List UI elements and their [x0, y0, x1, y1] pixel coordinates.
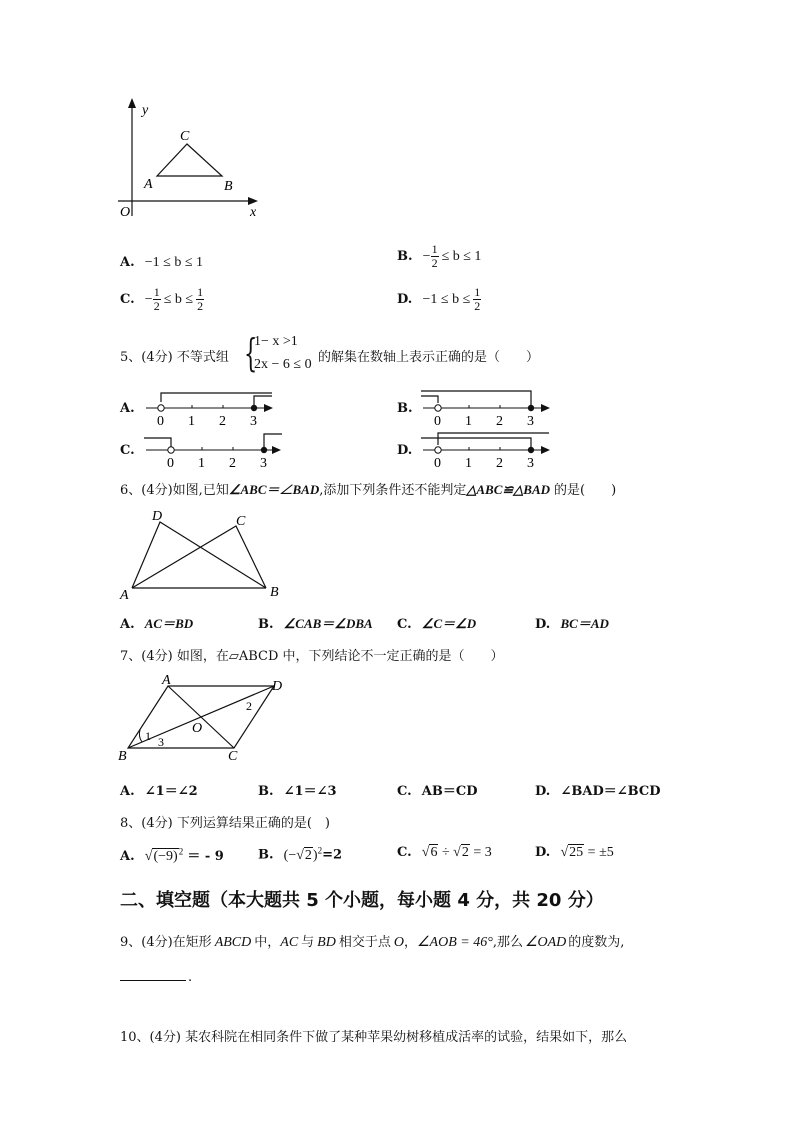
point-c-label: C [228, 749, 238, 764]
option-text: −1 ≤ b ≤ 1 [144, 255, 204, 270]
q5-number-line-b[interactable] [419, 386, 554, 428]
tick-label: 3 [527, 456, 534, 470]
option-text: ∠CAB＝∠DBA [283, 616, 373, 631]
q4-option-a[interactable] [120, 255, 203, 271]
angle-2-label: 2 [246, 699, 252, 713]
q7-stem: 7、(4分) 如图，在▱ABCD 中，下列结论不一定正确的是（ ） [120, 649, 504, 664]
segment-acb [132, 526, 266, 588]
tick-label: 2 [496, 456, 503, 470]
option-label: B. [258, 617, 274, 632]
q5-number-line-a[interactable] [142, 388, 277, 428]
option-prefix: − [144, 292, 153, 307]
closed-point [528, 447, 534, 453]
y-axis-label: y [142, 103, 149, 118]
angle-arc [139, 730, 142, 742]
solution-ray [254, 396, 272, 408]
inequality-1: 1− x >1 [254, 334, 298, 349]
x-axis-label: x [250, 205, 257, 220]
option-text: −1 ≤ b ≤ [422, 292, 471, 307]
option-result: ＝ - 9 [187, 849, 224, 864]
section-2-title: 二、填空题（本大题共 5 个小题，每小题 4 分，共 20 分） [120, 890, 604, 911]
tick-label: 0 [434, 414, 441, 428]
q8-stem: 8、(4分) 下列运算结果正确的是( ) [120, 816, 330, 831]
q4-option-b[interactable] [397, 243, 481, 270]
point-b-label: B [224, 179, 233, 194]
q9-answer-blank[interactable] [120, 980, 186, 981]
q5-option-c-label[interactable]: C. [120, 443, 135, 458]
option-label: D. [535, 617, 551, 632]
closed-point [261, 447, 267, 453]
q6-option-b[interactable] [258, 613, 373, 632]
point-o-label: O [192, 721, 203, 736]
option-label: B. [258, 847, 274, 863]
system-brace: { [244, 331, 258, 375]
q6-stem-mid: ,添加下列条件还不能判定 [319, 483, 467, 498]
radical: $√(-9)^2$ [144, 846, 184, 864]
closed-point [251, 405, 257, 411]
segment-adb [132, 522, 266, 588]
option-result: =2 [322, 847, 343, 863]
q5-stem-suffix: 的解集在数轴上表示正确的是（ ） [318, 350, 540, 365]
x-axis-arrow [248, 197, 258, 205]
origin-label: O [120, 205, 131, 220]
option-label: D. [535, 784, 551, 799]
radical-expression: √25 = ±5 [560, 845, 614, 860]
q5-option-a-label[interactable]: A. [120, 401, 135, 416]
option-text: ∠1＝∠2 [144, 784, 198, 799]
q7-option-d[interactable] [535, 780, 660, 799]
q6-option-c[interactable] [397, 613, 476, 632]
option-label: A. [120, 849, 135, 864]
q8-option-a[interactable] [120, 845, 224, 865]
tick-label: 1 [188, 414, 195, 428]
option-label: B. [397, 249, 413, 264]
tick-label: 0 [167, 456, 174, 470]
open-point [435, 405, 441, 411]
solution-ray [144, 438, 171, 447]
q6-stem [120, 479, 616, 498]
tick-label: 1 [465, 414, 472, 428]
q5-option-d-label[interactable]: D. [397, 443, 413, 458]
point-b-label: B [270, 585, 279, 600]
closed-point [528, 405, 534, 411]
point-c-label: C [180, 129, 190, 144]
tick-label: 2 [229, 456, 236, 470]
point-c-label: C [236, 514, 246, 529]
angle-1-label: 1 [145, 729, 151, 743]
point-b-label: B [118, 749, 127, 764]
point-a-label: A [144, 177, 153, 192]
diagonal-ac [168, 686, 234, 748]
tick-label: 3 [250, 414, 257, 428]
q6-option-a[interactable] [120, 613, 193, 632]
q5-stem [120, 334, 229, 376]
q7-option-c[interactable] [397, 780, 478, 799]
q6-congruence: △ABC≌△BAD [466, 482, 551, 497]
option-label: C. [397, 784, 412, 799]
q6-figure [118, 508, 288, 603]
radical-expression: √6 ÷ √2 = 3 [421, 845, 492, 860]
option-text: AB＝CD [421, 784, 478, 799]
tick-label: 3 [527, 414, 534, 428]
q9-blank-period: . [188, 970, 193, 985]
solution-ray [438, 433, 549, 445]
q6-option-d[interactable] [535, 613, 609, 632]
q5-number-line-c[interactable] [142, 430, 287, 470]
q8-option-c[interactable] [397, 845, 492, 861]
solution-ray [161, 393, 272, 402]
q6-stem-prefix: 6、(4分)如图,已知 [120, 483, 229, 498]
option-mid: ≤ b ≤ [163, 292, 194, 307]
option-label: D. [397, 292, 413, 307]
option-label: B. [258, 784, 274, 799]
axis-arrow [272, 446, 281, 454]
point-d-label: D [152, 509, 163, 524]
q4-coordinate-figure [112, 96, 272, 226]
option-text: AC＝BD [144, 616, 194, 631]
option-label: A. [120, 617, 135, 632]
y-axis-arrow [128, 98, 136, 108]
tick-label: 0 [157, 414, 164, 428]
axis-arrow [541, 446, 550, 454]
option-prefix: − [422, 249, 431, 264]
option-label: A. [120, 784, 135, 799]
tick-label: 2 [219, 414, 226, 428]
q4-option-d[interactable] [397, 286, 481, 313]
option-label: C. [397, 845, 412, 860]
fraction: $\frac{1}{2}$ [153, 285, 160, 313]
open-point [158, 405, 164, 411]
option-text: BC＝AD [560, 616, 609, 631]
q6-condition: ∠ABC＝∠BAD [228, 482, 320, 497]
fraction: $\frac{1}{2}$ [431, 242, 438, 270]
q5-option-b-label[interactable]: B. [397, 401, 413, 416]
q10-stem: 10、(4分) 某农科院在相同条件下做了某种苹果幼树移植成活率的试验，结果如下，那么 [120, 1030, 628, 1045]
q8-option-d[interactable] [535, 845, 614, 861]
fraction: $\frac{1}{2}$ [474, 285, 481, 313]
q5-stem-prefix: 5、(4分) 不等式组 [120, 350, 229, 365]
option-label: C. [120, 292, 135, 307]
open-point [168, 447, 174, 453]
option-text: ∠1＝∠3 [283, 784, 337, 799]
q7-option-a[interactable] [120, 780, 198, 799]
radical-expression: $(-√2)^2$ [283, 845, 323, 863]
point-d-label: D [272, 679, 283, 694]
open-point [435, 447, 441, 453]
option-label: C. [397, 617, 412, 632]
triangle-abc [157, 144, 222, 176]
option-suffix: ≤ b ≤ 1 [441, 249, 482, 264]
q7-parallelogram-figure [114, 672, 294, 767]
axis-arrow [541, 404, 550, 412]
q6-stem-suffix: 的是( ) [554, 483, 617, 498]
option-label: A. [120, 255, 135, 270]
option-text: ∠C＝∠D [421, 616, 477, 631]
tick-label: 0 [434, 456, 441, 470]
q5-number-line-d[interactable] [419, 428, 554, 470]
tick-label: 1 [465, 456, 472, 470]
tick-label: 1 [198, 456, 205, 470]
q9-stem: 9、(4分)在矩形 ABCD 中，AC 与 BD 相交于点 O，∠AOB = 46°,那么 ∠OAD 的度数为, [120, 935, 625, 950]
angle-3-label: 3 [158, 735, 164, 749]
point-a-label: A [120, 588, 129, 603]
point-a-label: A [162, 673, 171, 688]
option-label: D. [535, 845, 551, 860]
tick-label: 3 [260, 456, 267, 470]
option-text: ∠BAD＝∠BCD [560, 784, 661, 799]
inequality-2: 2x − 6 ≤ 0 [254, 357, 312, 372]
q7-option-b[interactable] [258, 780, 337, 799]
q4-option-c[interactable] [120, 286, 204, 313]
fraction: $\frac{1}{2}$ [197, 285, 204, 313]
solution-ray [421, 396, 438, 403]
axis-arrow [264, 404, 273, 412]
tick-label: 2 [496, 414, 503, 428]
q8-option-b[interactable] [258, 845, 342, 864]
